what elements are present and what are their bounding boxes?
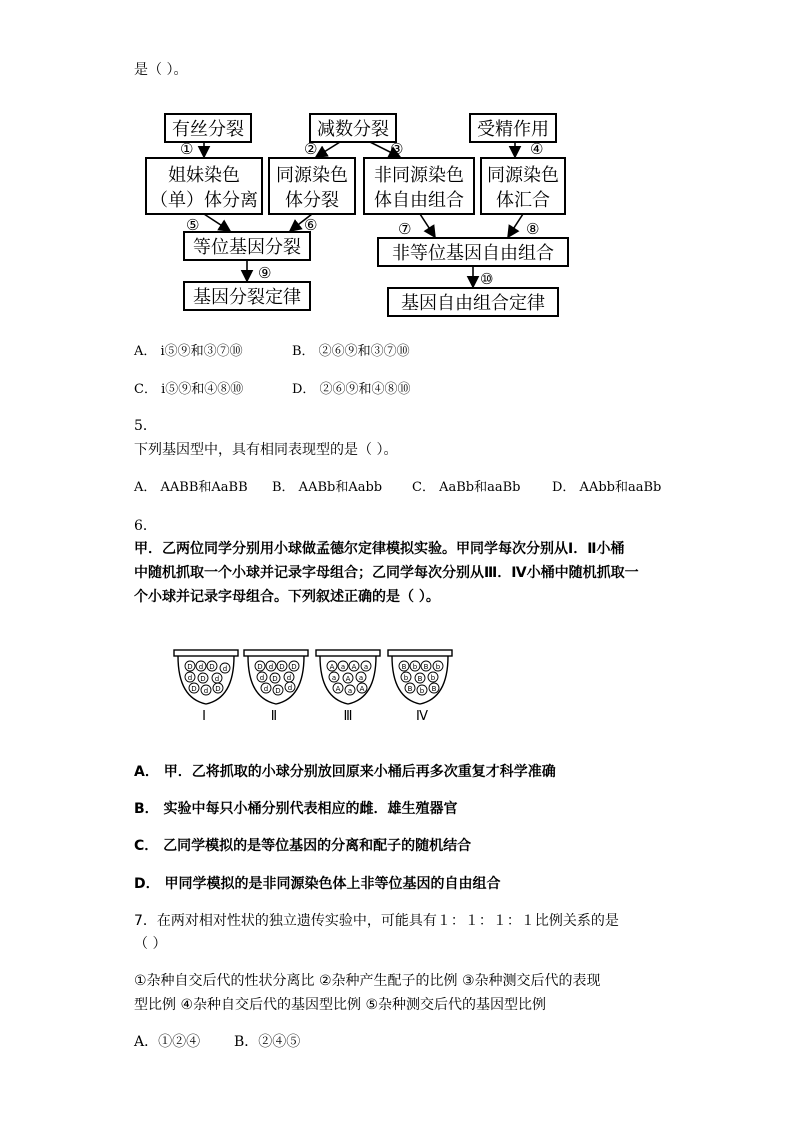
num-8: ⑧ [526, 220, 540, 238]
ball-label: D [209, 663, 215, 671]
num-5: ⑤ [186, 216, 200, 234]
q7-stem-line-2: （ ） [134, 936, 167, 952]
ball-label: d [203, 687, 209, 695]
q4-options-row-1 [134, 342, 410, 362]
q5-option-d[interactable]: D． AAbb和aaBb [552, 480, 662, 495]
ball-label: D [200, 675, 206, 683]
homolog-separation-label-1: 同源染色 [276, 165, 348, 186]
ball-label: b [430, 674, 436, 682]
meiosis-label: 减数分裂 [317, 119, 389, 140]
bucket-label-2: Ⅱ [270, 709, 278, 724]
law-segregation-label: 基因分裂定律 [193, 287, 301, 308]
allele-separation-label: 等位基因分裂 [193, 237, 301, 258]
q5-number: 5． [134, 418, 157, 434]
ball-label: d [287, 684, 293, 692]
num-7: ⑦ [398, 220, 412, 238]
ball-label: a [363, 663, 369, 671]
nonhomolog-assort-label-1: 非同源染色 [374, 165, 464, 186]
ball-label: b [435, 663, 441, 671]
nonhomolog-assort-label-2: 体自由组合 [374, 190, 464, 211]
q6-option-c[interactable]: C． 乙同学模拟的是等位基因的分离和配子的随机结合 [134, 838, 472, 854]
ball-label: d [268, 663, 274, 671]
q4-option-b[interactable]: B． ②⑥⑨和③⑦⑩ [292, 344, 410, 359]
bucket-label-1: Ⅰ [202, 709, 206, 724]
homolog-separation-label-2: 体分裂 [285, 190, 339, 211]
arrow-2 [316, 142, 340, 157]
ball-label: B [423, 663, 429, 671]
arrow-7 [420, 214, 435, 237]
ball-label: A [359, 685, 365, 693]
ball-label: B [407, 685, 413, 693]
q7-option-b[interactable]: B．②④⑤ [234, 1034, 301, 1050]
q4-stem-tail: 是（ ）。 [134, 62, 188, 78]
ball-label: D [291, 663, 297, 671]
num-2: ② [304, 140, 318, 158]
ball-label: B [401, 663, 407, 671]
bucket-label-4: Ⅳ [416, 709, 428, 724]
ball-label: d [198, 663, 204, 671]
ball-label: B [417, 675, 423, 683]
ball-label: B [431, 685, 437, 693]
law-independent-label: 基因自由组合定律 [401, 293, 545, 314]
ball-label: A [329, 663, 335, 671]
ball-label: A [335, 685, 341, 693]
ball-label: a [340, 663, 346, 671]
ball-label: a [347, 687, 353, 695]
q5-option-c[interactable]: C． AaBb和aaBb [412, 480, 521, 495]
q7-option-a[interactable]: A．①②④ [134, 1034, 201, 1050]
q4-option-d[interactable]: D． ②⑥⑨和④⑧⑩ [292, 382, 411, 397]
num-9: ⑨ [258, 264, 272, 282]
q6-stem-line-3: 个小球并记录字母组合。下列叙述正确的是（ ）。 [134, 589, 440, 605]
ball-label: D [187, 663, 193, 671]
q5-options-row [134, 478, 661, 498]
num-10: ⑩ [480, 270, 494, 288]
q5-option-b[interactable]: B． AABb和Aabb [272, 480, 383, 495]
q6-stem-line-1: 甲．乙两位同学分别用小球做孟德尔定律模拟实验。甲同学每次分别从Ⅰ．Ⅱ小桶 [134, 541, 625, 557]
ball-label: D [215, 685, 221, 693]
homolog-union-label-2: 体汇合 [496, 190, 550, 211]
q5-stem: 下列基因型中，具有相同表现型的是（ ）。 [134, 442, 398, 458]
ball-label: d [222, 665, 228, 673]
ball-label: d [187, 674, 193, 682]
nonallele-assort-label: 非等位基因自由组合 [392, 243, 554, 264]
ball-label: b [412, 663, 418, 671]
q4-option-c[interactable]: C． ⅰ⑤⑨和④⑧⑩ [134, 382, 244, 397]
ball-label: D [257, 663, 263, 671]
q7-stem-line-1: 7．在两对相对性状的独立遗传实验中，可能具有１：１：１：１比例关系的是 [134, 913, 619, 929]
q6-option-a[interactable]: A． 甲．乙将抓取的小球分别放回原来小桶后再多次重复才科学准确 [134, 764, 556, 780]
arrow-8 [508, 214, 523, 237]
bucket-label-3: Ⅲ [343, 709, 353, 724]
ball-label: d [286, 674, 292, 682]
q7-items-line-1: ①杂种自交后代的性状分离比 ②杂种产生配子的比例 ③杂种测交后代的表现 [134, 973, 601, 989]
ball-label: A [345, 675, 351, 683]
sister-separation-label-1: 姐妹染色 [168, 165, 240, 186]
arrow-5 [204, 214, 230, 231]
q5-option-a[interactable]: A． AABB和AaBB [134, 480, 248, 495]
num-6: ⑥ [304, 216, 318, 234]
buckets-figure [170, 646, 470, 726]
genetics-flow-diagram [140, 108, 570, 318]
homolog-union-label-1: 同源染色 [487, 165, 559, 186]
q6-option-b[interactable]: B． 实验中每只小桶分别代表相应的雌．雄生殖器官 [134, 801, 458, 817]
ball-label: b [419, 687, 425, 695]
ball-label: D [272, 675, 278, 683]
ball-label: d [214, 675, 220, 683]
ball-label: D [279, 663, 285, 671]
q6-stem-line-2: 中随机抓取一个小球并记录字母组合；乙同学每次分别从Ⅲ．Ⅳ小桶中随机抓取一 [134, 565, 639, 581]
q6-number: 6． [134, 518, 157, 534]
q7-items-line-2: 型比例 ④杂种自交后代的基因型比例 ⑤杂种测交后代的基因型比例 [134, 997, 547, 1013]
ball-label: d [263, 685, 269, 693]
sister-separation-label-2: （单）体分离 [150, 190, 258, 211]
q4-option-a[interactable]: A． ⅰ⑤⑨和③⑦⑩ [134, 344, 243, 359]
mitosis-label: 有丝分裂 [172, 119, 244, 140]
q7-options-row [134, 1032, 300, 1052]
q4-options-row-2 [134, 380, 411, 400]
ball-label: a [358, 674, 364, 682]
num-1: ① [180, 140, 194, 158]
ball-label: a [331, 674, 337, 682]
ball-label: D [275, 687, 281, 695]
ball-label: b [403, 674, 409, 682]
num-3: ③ [390, 140, 404, 158]
q6-option-d[interactable]: D． 甲同学模拟的是非同源染色体上非等位基因的自由组合 [134, 876, 501, 892]
ball-label: d [259, 674, 265, 682]
num-4: ④ [530, 140, 544, 158]
ball-label: A [351, 663, 357, 671]
fertilization-label: 受精作用 [477, 119, 549, 140]
ball-label: D [191, 685, 197, 693]
